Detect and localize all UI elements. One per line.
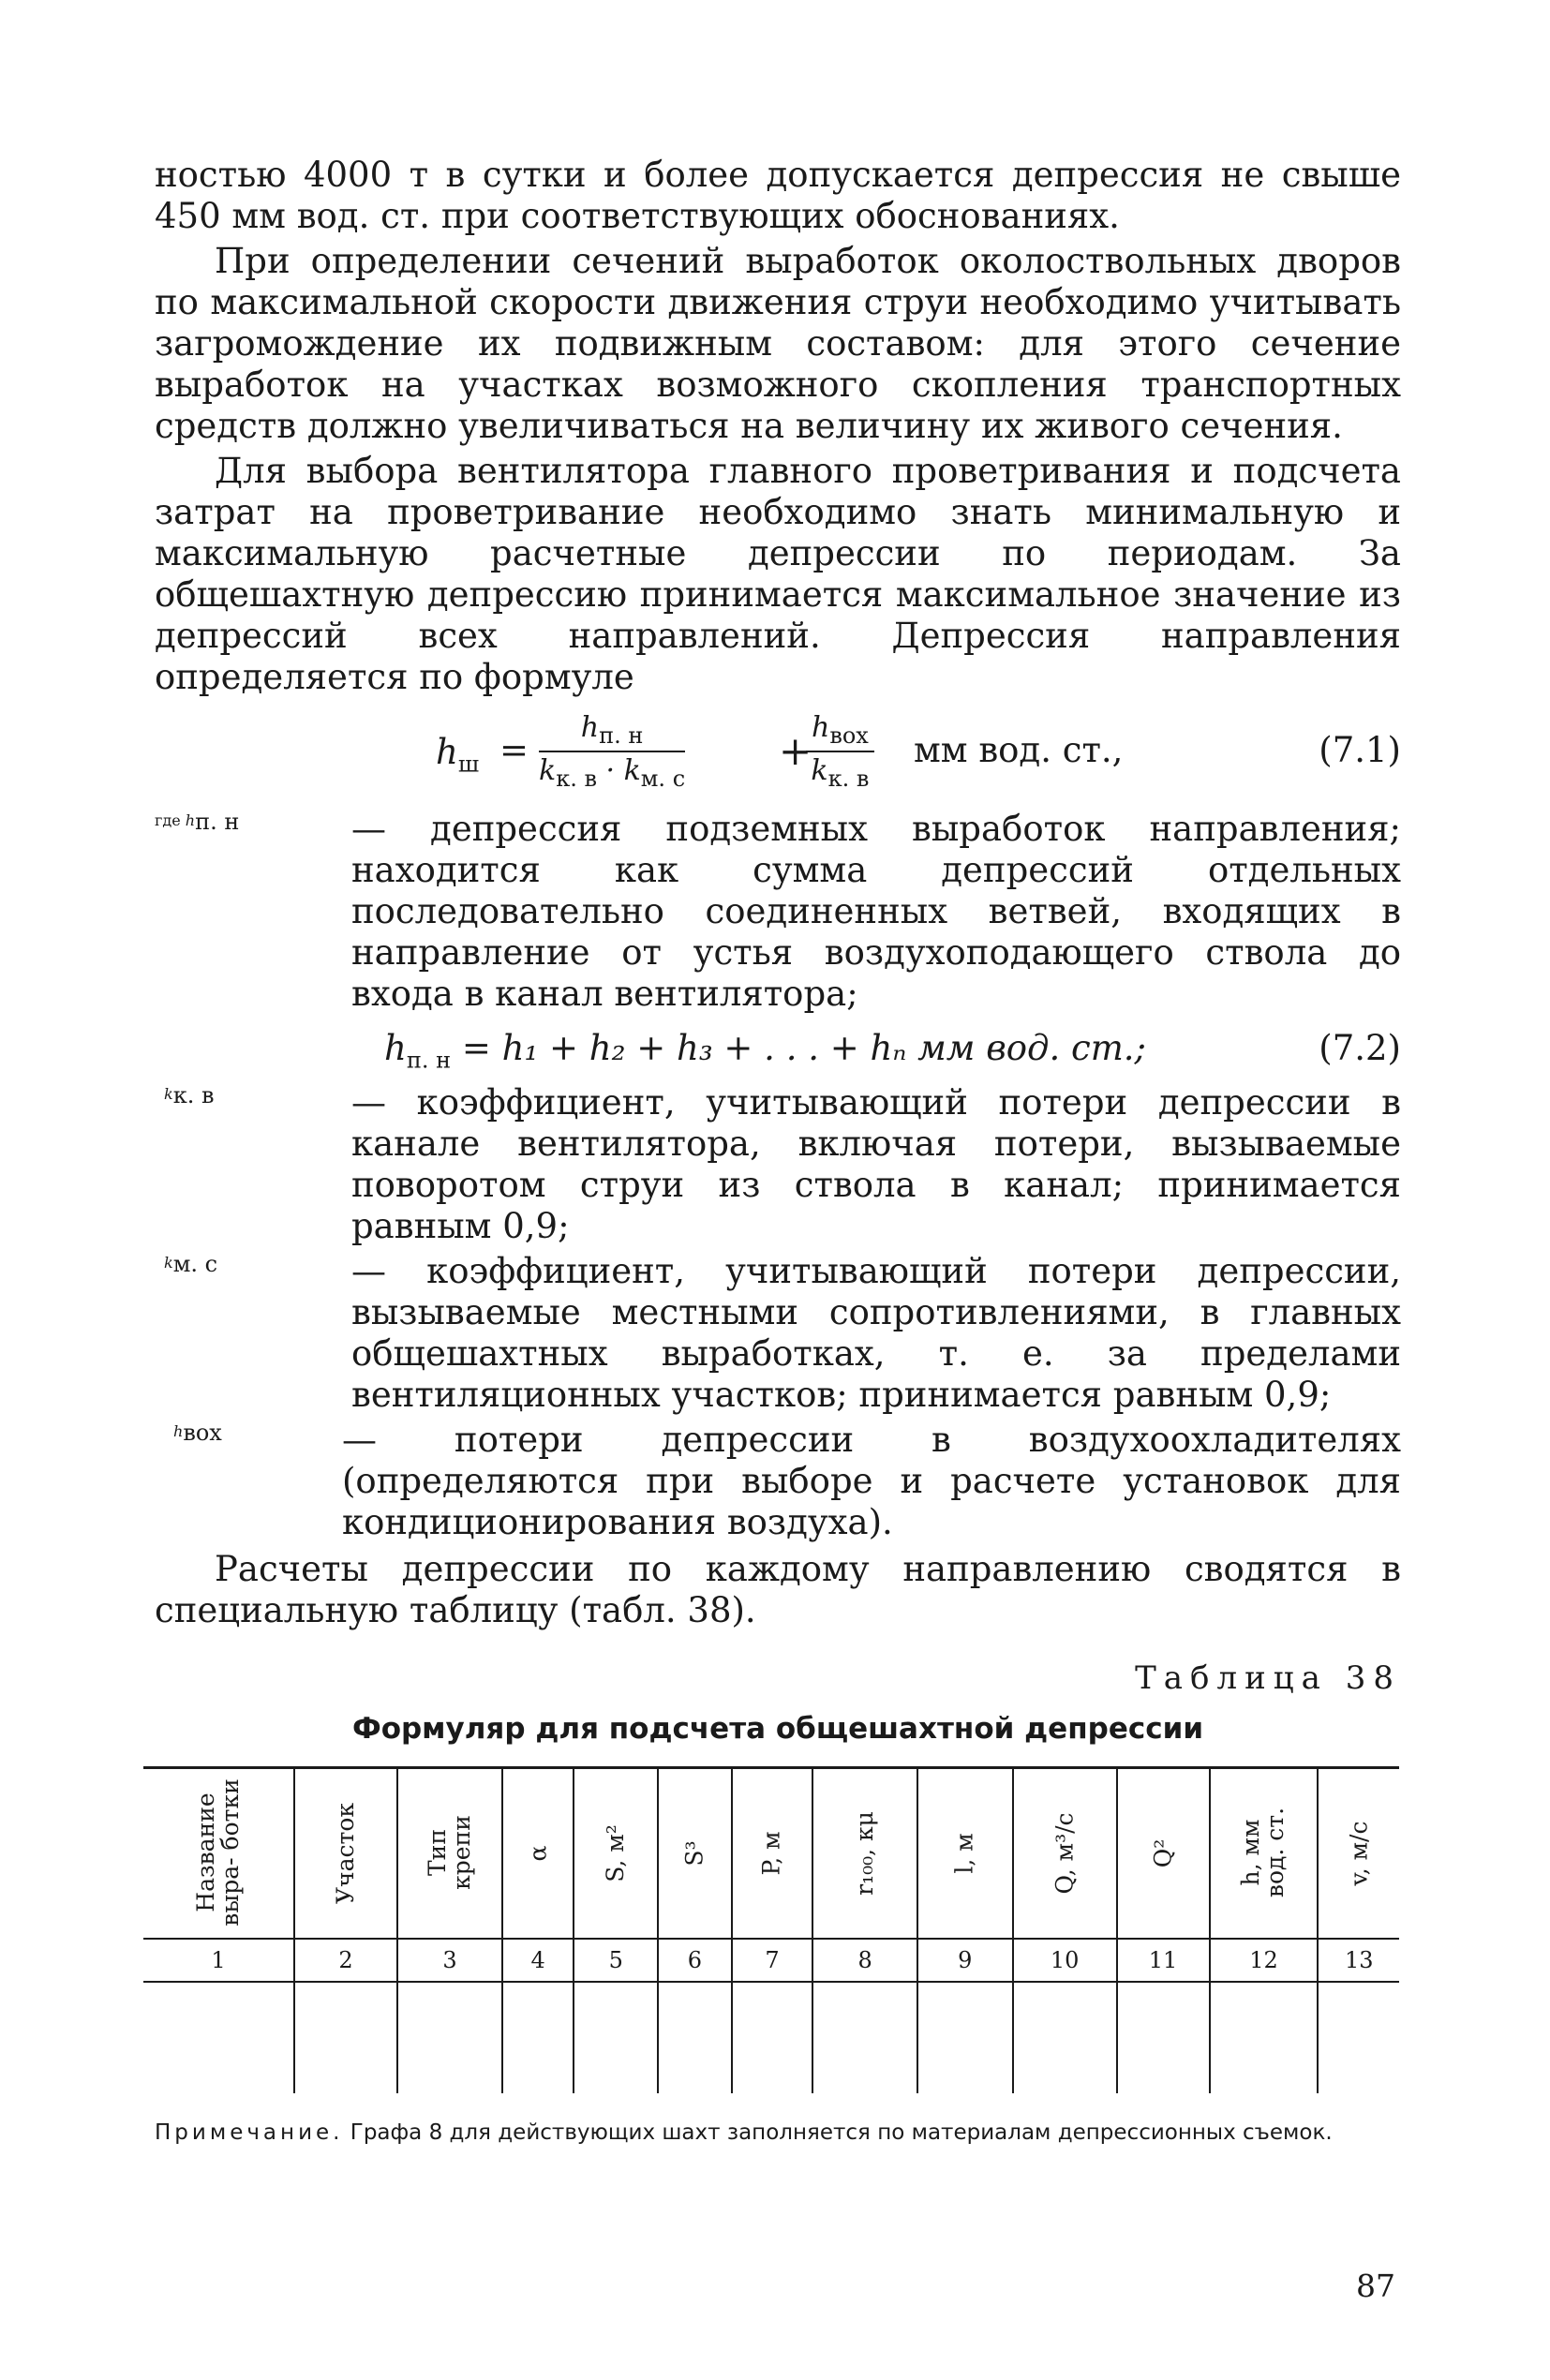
- formula-fraction-2b: $h_{вох}$ $k_{к. в}$: [806, 711, 874, 792]
- page-number: 87: [1356, 2268, 1395, 2304]
- definition-text: — коэффициент, учитывающий потери депрессии в канале вентилятора, включая потери, вызываемые поворотом струи из ствола в канал; принимается равным 0,9;: [351, 1082, 1401, 1246]
- formula-equals: =: [499, 730, 529, 770]
- column-number: 1: [143, 1939, 294, 1982]
- column-number: 8: [812, 1939, 917, 1982]
- paragraph-1: ностью 4000 т в сутки и более допускается депрессия не свыше 450 мм вод. ст. при соответствующих обоснованиях.: [155, 155, 1401, 236]
- table-header-cell: l, м: [917, 1768, 1013, 1940]
- definition-k-ms: $k_{м. с}$ — коэффициент, учитывающий потери депрессии, вызываемые местными сопротивлениями, в главных общешахтных выработках, т. е. за пределами вентиляционных участков; принимается равным 0,9;: [164, 1251, 1401, 1415]
- table-header-cell: Название выра- ботки: [143, 1768, 294, 1940]
- depression-form-table: [143, 1766, 1399, 2093]
- table-number-row: [143, 1939, 1399, 1982]
- table-header-cell: v, м/с: [1318, 1768, 1399, 1940]
- column-number: 11: [1117, 1939, 1210, 1982]
- definition-text: — потери депрессии в воздухоохладителях (определяются при выборе и расчете установок для кондиционирования воздуха).: [342, 1420, 1401, 1542]
- formula-number-2: (7.2): [1319, 1028, 1401, 1068]
- table-blank-row: [143, 1982, 1399, 2093]
- formula-fraction-1: $h_{п. н}$ $k_{к. в} \cdot k_{м. с}$: [539, 711, 686, 792]
- table-header-cell: S³: [658, 1768, 732, 1940]
- formula-7-2: $h_{п. н} = h_1 + h_2 + h_3$ + . . . + hₙ мм вод. ст.; (7.2): [384, 1028, 1401, 1074]
- formula-unit: мм вод. ст.,: [914, 730, 1124, 770]
- formula-number: (7.1): [1319, 730, 1401, 770]
- table-caption: Таблица 38: [1135, 1659, 1401, 1697]
- note-label: Примечание.: [155, 2120, 344, 2145]
- column-number: 4: [502, 1939, 574, 1982]
- column-number: 3: [397, 1939, 502, 1982]
- table-header-cell: S, м²: [574, 1768, 658, 1940]
- column-number: 2: [294, 1939, 397, 1982]
- column-number: 12: [1210, 1939, 1319, 1982]
- paragraph-2: При определении сечений выработок околоствольных дворов по максимальной скорости движения струи необходимо учитывать загромождение их подвижным составом: для этого сечение выработок на участках возможного скопления транспортных средств должно увеличиваться на величину их живого сечения.: [155, 241, 1401, 446]
- table-header-cell: Q²: [1117, 1768, 1210, 1940]
- table-header-cell: h, мм вод. ст.: [1210, 1768, 1319, 1940]
- page-body: [155, 155, 1401, 2146]
- column-number: 6: [658, 1939, 732, 1982]
- table-header-cell: α: [502, 1768, 574, 1940]
- definition-text: — коэффициент, учитывающий потери депрессии, вызываемые местными сопротивлениями, в главных общешахтных выработках, т. е. за пределами вентиляционных участков; принимается равным 0,9;: [351, 1251, 1401, 1415]
- definition-text: — депрессия подземных выработок направления; находится как сумма депрессий отдельных последовательно соединенных ветвей, входящих в направление от устья воздухоподающего ствола до входа в канал вентилятора;: [351, 809, 1401, 1014]
- paragraph-3: Для выбора вентилятора главного проветривания и подсчета затрат на проветривание необходимо знать минимальную и максимальную расчетные депрессии по периодам. За общешахтную депрессию принимается максимальное значение из депрессий всех направлений. Депрессия направления определяется по формуле: [155, 451, 1401, 697]
- definition-k-kv: $k_{к. в}$ — коэффициент, учитывающий потери депрессии в канале вентилятора, включая потери, вызываемые поворотом струи из ствола в канал; принимается равным 0,9;: [164, 1082, 1401, 1246]
- table-header-cell: P, м: [732, 1768, 813, 1940]
- column-number: 9: [917, 1939, 1013, 1982]
- column-number: 5: [574, 1939, 658, 1982]
- formula-lhs: $h_ш$: [436, 732, 480, 778]
- definition-h-pn: где $h_{п. н}$ — депрессия подземных выработок направления; находится как сумма депрессий отдельных последовательно соединенных ветвей, входящих в направление от устья воздухоподающего ствола до входа в канал вентилятора;: [155, 809, 1401, 1014]
- table-note: [155, 2120, 1401, 2146]
- note-text: Графа 8 для действующих шахт заполняется по материалам депрессионных съемок.: [343, 2120, 1333, 2145]
- table-header-cell: Тип крепи: [397, 1768, 502, 1940]
- column-number: 13: [1318, 1939, 1399, 1982]
- formula-7-1: [155, 706, 1401, 809]
- table-header-cell: r₁₀₀, кμ: [812, 1768, 917, 1940]
- column-number: 10: [1013, 1939, 1117, 1982]
- where-intro: где: [155, 811, 181, 829]
- definition-h-vox: $h_{вох}$ — потери депрессии в воздухоохладителях (определяются при выборе и расчете установок для кондиционирования воздуха).: [173, 1420, 1401, 1542]
- table-header-cell: Участок: [294, 1768, 397, 1940]
- paragraph-4: Расчеты депрессии по каждому направлению сводятся в специальную таблицу (табл. 38).: [155, 1549, 1401, 1630]
- formula-plus: +: [779, 728, 812, 774]
- table-header-row: [143, 1768, 1399, 1940]
- table-header-cell: Q, м³/с: [1013, 1768, 1117, 1940]
- column-number: 7: [732, 1939, 813, 1982]
- table-title: Формуляр для подсчета общешахтной депрессии: [351, 1712, 1204, 1746]
